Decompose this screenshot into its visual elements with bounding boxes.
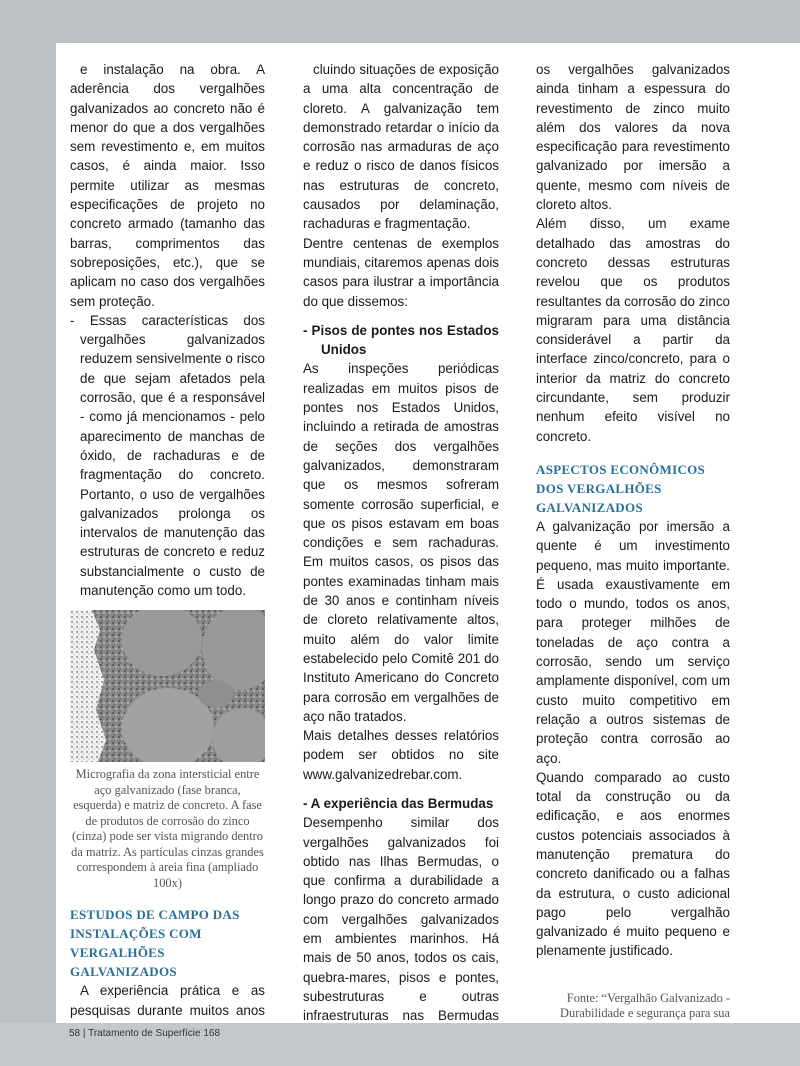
- body-paragraph: Quando comparado ao custo total da construção ou da edificação, e aos enormes custos potenciais associados à manutenção prematura do concreto danificado ou a falhas da estrutura, o custo adicional pago pelo vergalhão galvanizado é muito pequeno e plenamente justificado.: [536, 769, 730, 959]
- subheading: - A experiência das Bermudas: [303, 795, 494, 811]
- body-paragraph: cluindo situações de exposição a uma alta concentração de cloreto. A galvanização tem demonstrado retardar o início da corrosão nas armaduras de aço e reduz o risco de danos físicos nas estruturas de concreto, causados por delaminação, rachaduras e fragmentação.: [303, 62, 499, 232]
- section-heading: ASPECTOS ECONÔMICOS DOS VERGALHÕES GALVANIZADOS: [536, 461, 706, 515]
- body-paragraph: Desempenho similar dos vergalhões galvanizados foi obtido nas Ilhas Bermudas, o que confirma a durabilidade a longo prazo do concreto armado com vergalhões galvanizados em ambientes marinhos. Há mais de 50 anos, todos os cais, quebra-mares, pisos e pontes, subestruturas e outras infraestruturas nas Bermudas: [303, 815, 499, 1023]
- body-paragraph: Dentre centenas de exemplos mundiais, citaremos apenas dois casos para ilustrar a importância do que dissemos:: [303, 235, 499, 309]
- body-paragraph: A galvanização por imersão a quente é um investimento pequeno, mas muito importante. É usada exaustivamente em todo o mundo, todos os anos, para proteger milhões de toneladas de aço contra a corrosão, sendo um serviço amplamente disponível, com um custo muito competitivo em relação a outros sistemas de proteção contra corrosão ao aço.: [536, 518, 730, 766]
- page: [56, 43, 800, 1023]
- body-paragraph: Mais detalhes desses relatórios podem ser obtidos no site www.galvanizedrebar.com.: [303, 728, 499, 782]
- micrograph-image: [70, 610, 265, 762]
- image-caption: Micrografia da zona intersticial entre aço galvanizado (fase branca, esquerda) e matriz de concreto. A fase de produtos de corrosão do zinco (cinza) pode ser vista migrando dentro da matriz. As partículas cinzas grandes correspondem à areia fina (ampliado 100x): [71, 767, 264, 890]
- bullet-paragraph: - Essas características dos vergalhões galvanizados reduzem sensivelmente o risco de que sejam afetados pela corrosão, que é a responsável - como já mencionamos - pelo aparecimento de manchas de óxido, de rachaduras e de fragmentação do concreto. Portanto, o uso de vergalhões galvanizados prolonga os intervalos de manutenção das estruturas de concreto e reduz substancialmente o custo de manutenção como um todo.: [70, 312, 265, 599]
- body-paragraph: os vergalhões galvanizados ainda tinham a espessura do revestimento de zinco muito além dos valores da nova especificação para revestimento galvanizado por imersão a quente, mesmo com níveis de cloreto altos.: [536, 62, 730, 213]
- body-paragraph: As inspeções periódicas realizadas em muitos pisos de pontes nos Estados Unidos, incluindo a retirada de amostras de seções dos vergalhões galvanizados, demonstraram que os mesmos sofreram somente corrosão superficial, e que os pisos estavam em boas condições e sem rachaduras. Em muitos casos, os pisos das pontes examinadas tinham mais de 30 anos e continham níveis de cloreto relativamente altos, muito além do valor limite estabelecido pelo Comitê 201 do Instituto Americano do Concreto para corrosão em vergalhões de aço não tratados.: [303, 361, 499, 724]
- body-paragraph: Além disso, um exame detalhado das amostras do concreto dessas estruturas revelou que os produtos resultantes da corrosão do zinco migraram para uma distância considerável a partir da interface zinco/concreto, para o interior da matriz do concreto circundante, sem produzir nenhum efeito visível no concreto.: [536, 216, 730, 444]
- page-footer: 58 | Tratamento de Superfície 168: [69, 1028, 221, 1039]
- column-3: [536, 60, 730, 1023]
- body-paragraph: e instalação na obra. A aderência dos vergalhões galvanizados ao concreto não é menor do que a dos vergalhões sem revestimento e, em muitos casos, é ainda maior. Isso permite utilizar as mesmas especificações de projeto no concreto armado (tamanho das barras, comprimentos das sobreposições, etc.), que se aplicam no caso dos vergalhões sem proteção.: [70, 62, 265, 309]
- body-paragraph: A experiência prática e as pesquisas durante muitos anos: [70, 983, 265, 1018]
- section-heading: ESTUDOS DE CAMPO DAS INSTALAÇÕES COM VERGALHÕES GALVANIZADOS: [70, 907, 240, 980]
- subheading: - Pisos de pontes nos Estados Unidos: [303, 322, 499, 358]
- column-1: [70, 60, 265, 1023]
- column-2: [303, 60, 499, 1023]
- source-citation: Fonte: “Vergalhão Galvanizado - Durabilidade e segurança para sua: [560, 990, 730, 1021]
